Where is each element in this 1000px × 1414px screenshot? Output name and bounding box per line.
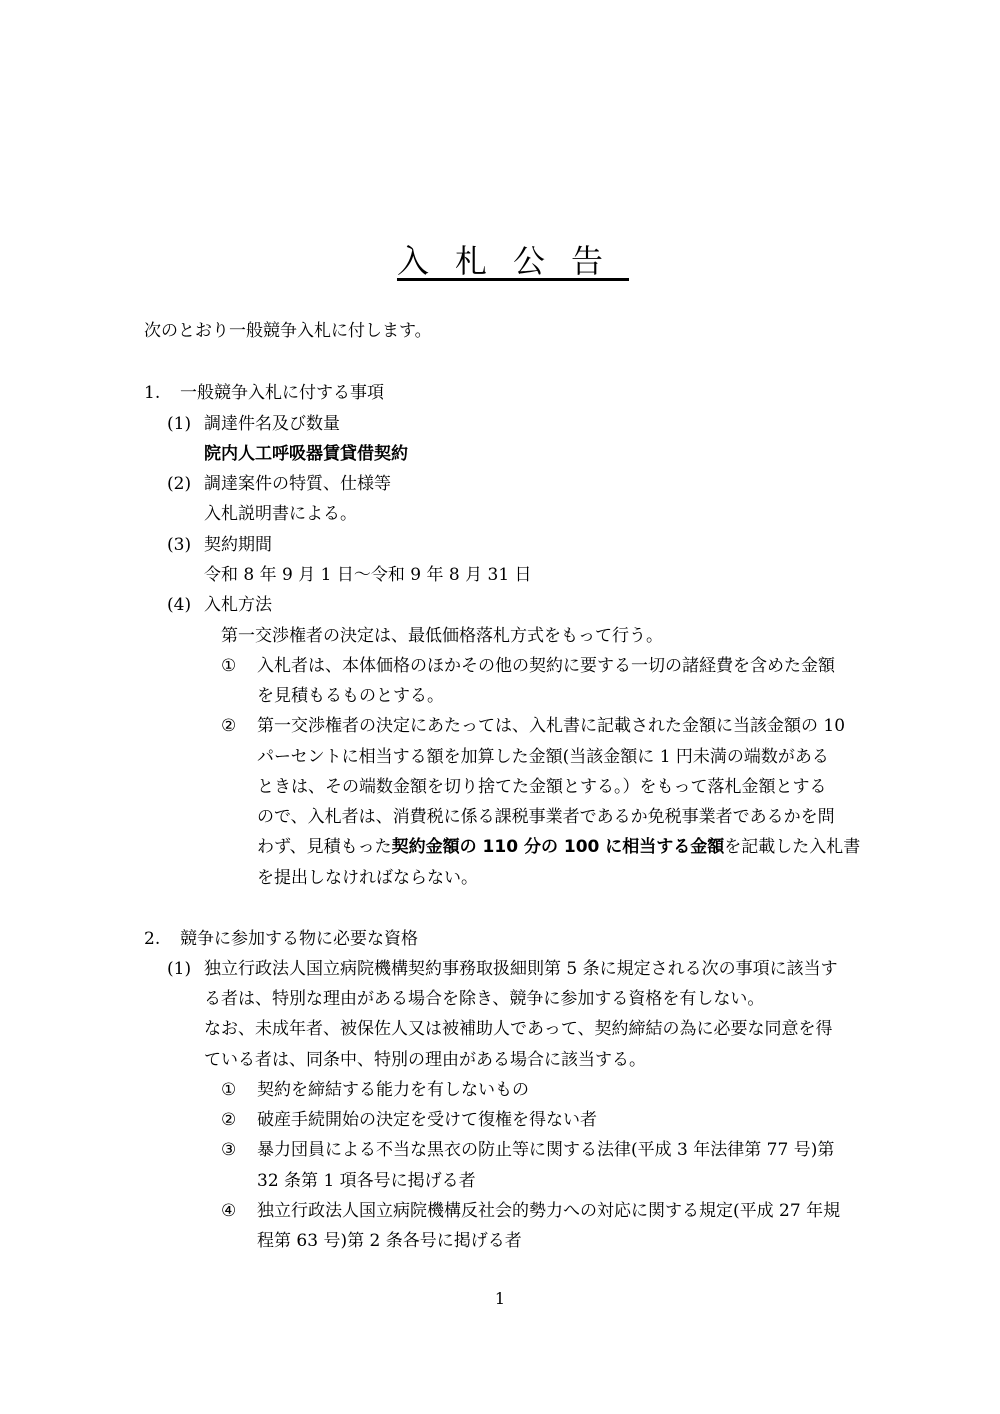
clause-1-4-2-line-1: 第一交渉権者の決定にあたっては、入札書に記載された金額に当該金額の 10 bbox=[257, 716, 846, 736]
item-2-1-line-4: ている者は、同条中、特別の理由がある場合に該当する。 bbox=[204, 1050, 646, 1070]
item-2-1-line-2: る者は、特別な理由がある場合を除き、競争に参加する資格を有しない。 bbox=[204, 989, 765, 1009]
item-2-1-number: (1) bbox=[167, 959, 192, 979]
clause-2-1-2-mark: ② bbox=[221, 1110, 237, 1130]
clause-2-1-2-line-1: 破産手続開始の決定を受けて復権を得ない者 bbox=[257, 1110, 597, 1130]
clause-1-4-2-line-5 bbox=[257, 832, 860, 862]
item-2-1-line-1: 独立行政法人国立病院機構契約事務取扱細則第 5 条に規定される次の事項に該当す bbox=[204, 959, 838, 979]
clause-1-4-2-line-5-c: を記載した入札書 bbox=[724, 837, 861, 857]
clause-2-1-4-mark: ④ bbox=[221, 1201, 237, 1221]
clause-2-1-1-line-1: 契約を締結する能力を有しないもの bbox=[257, 1080, 529, 1100]
clause-1-4-2-emphasis: 契約金額の 110 分の 100 に相当する金額 bbox=[391, 837, 725, 857]
item-1-1-number: (1) bbox=[167, 414, 192, 434]
section-2-number: 2. bbox=[144, 929, 161, 949]
item-1-1-label: 調達件名及び数量 bbox=[204, 414, 340, 434]
clause-2-1-3-mark: ③ bbox=[221, 1140, 237, 1160]
item-1-4-label: 入札方法 bbox=[204, 595, 272, 615]
clause-1-4-2-line-6: を提出しなければならない。 bbox=[257, 868, 478, 888]
clause-1-4-1-mark: ① bbox=[221, 656, 237, 676]
clause-2-1-1-mark: ① bbox=[221, 1080, 237, 1100]
intro-text: 次のとおり一般競争入札に付します。 bbox=[144, 321, 432, 341]
item-1-4-lead: 第一交渉権者の決定は、最低価格落札方式をもって行う。 bbox=[221, 626, 663, 646]
clause-2-1-4-line-1: 独立行政法人国立病院機構反社会的勢力への対応に関する規定(平成 27 年規 bbox=[257, 1201, 841, 1221]
item-1-3-number: (3) bbox=[167, 535, 192, 555]
clause-1-4-2-line-3: ときは、その端数金額を切り捨てた金額とする。）をもって落札金額とする bbox=[257, 777, 827, 797]
section-1-heading: 一般競争入札に付する事項 bbox=[180, 383, 384, 403]
page-title: 入札公告 bbox=[396, 242, 629, 280]
item-1-4-number: (4) bbox=[167, 595, 192, 615]
clause-1-4-2-line-4: ので、入札者は、消費税に係る課税事業者であるか免税事業者であるかを問 bbox=[257, 807, 835, 827]
section-2-heading: 競争に参加する物に必要な資格 bbox=[180, 929, 418, 949]
clause-1-4-1-line-1: 入札者は、本体価格のほかその他の契約に要する一切の諸経費を含めた金額 bbox=[257, 656, 835, 676]
clause-2-1-3-line-2: 32 条第 1 項各号に掲げる者 bbox=[257, 1171, 476, 1191]
clause-1-4-2-line-2: パーセントに相当する額を加算した金額(当該金額に 1 円未満の端数がある bbox=[257, 747, 829, 767]
item-2-1-line-3: なお、未成年者、被保佐人又は被補助人であって、契約締結の為に必要な同意を得 bbox=[204, 1019, 833, 1039]
clause-1-4-1-line-2: を見積もるものとする。 bbox=[257, 686, 444, 706]
clause-2-1-3-line-1: 暴力団員による不当な黒衣の防止等に関する法律(平成 3 年法律第 77 号)第 bbox=[257, 1140, 835, 1160]
clause-1-4-2-line-5-a: わず、見積もった bbox=[257, 837, 392, 857]
clause-2-1-4-line-2: 程第 63 号)第 2 条各号に掲げる者 bbox=[257, 1231, 522, 1251]
item-1-3-value: 令和 8 年 9 月 1 日～令和 9 年 8 月 31 日 bbox=[204, 565, 532, 585]
clause-1-4-2-mark: ② bbox=[221, 716, 237, 736]
item-1-2-label: 調達案件の特質、仕様等 bbox=[204, 474, 391, 494]
item-1-3-label: 契約期間 bbox=[204, 535, 272, 555]
item-1-2-number: (2) bbox=[167, 474, 192, 494]
item-1-1-value: 院内人工呼吸器賃貸借契約 bbox=[204, 444, 408, 464]
section-1-number: 1. bbox=[144, 383, 161, 403]
item-1-2-value: 入札説明書による。 bbox=[204, 504, 357, 524]
page-number: 1 bbox=[494, 1289, 506, 1308]
